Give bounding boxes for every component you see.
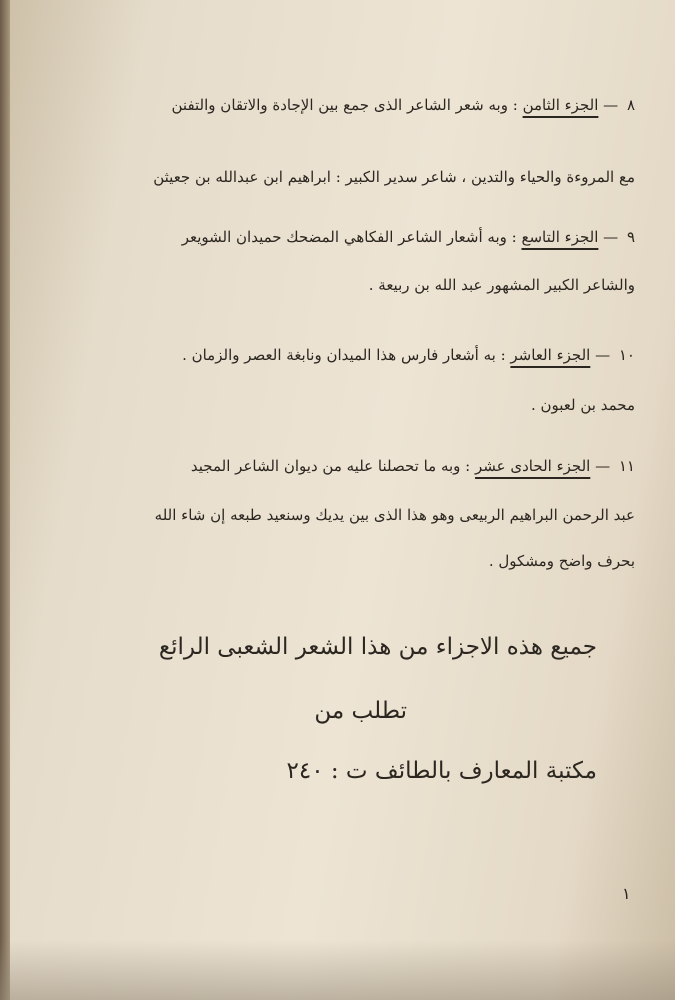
entry-10-line-2: محمد بن لعبون .: [530, 396, 635, 414]
entry-label: الجزء التاسع: [521, 228, 599, 246]
entry-10-line-1: ١٠ — الجزء العاشر : به أشعار فارس هذا الميدان ونابغة العصر والزمان .: [182, 346, 635, 364]
entry-11-line-2: عبد الرحمن البراهيم الربيعى وهو هذا الذى بين يديك وسنعيد طبعه إن شاء الله: [154, 506, 635, 524]
entry-number: ٩: [626, 228, 635, 246]
entry-11-line-3: بحرف واضح ومشكول .: [488, 552, 635, 570]
entry-text: : وبه أشعار الشاعر الفكاهي المضحك حميدان الشويعر: [181, 228, 517, 246]
entry-8-line-1: ٨ — الجزء الثامن : وبه شعر الشاعر الذى جمع بين الإجادة والاتقان والتفنن: [171, 96, 635, 114]
entry-label: الجزء العاشر: [510, 346, 591, 364]
footer-line-2: تطلب من: [314, 698, 407, 724]
page-number: ١: [622, 884, 631, 903]
entry-8-line-2: مع المروءة والحياء والتدين ، شاعر سدير الكبير : ابراهيم ابن عبدالله بن جعيثن: [153, 168, 635, 186]
entry-number: ١١: [618, 457, 635, 475]
entry-number: ١٠: [618, 346, 635, 364]
entry-text: : وبه شعر الشاعر الذى جمع بين الإجادة والاتقان والتفنن: [171, 96, 518, 114]
footer-line-1: جميع هذه الاجزاء من هذا الشعر الشعبى الرائع: [158, 634, 597, 660]
bottom-shadow: [0, 940, 675, 1000]
footer-line-3: مكتبة المعارف بالطائف ت : ٢٤٠: [286, 758, 597, 784]
entry-9-line-2: والشاعر الكبير المشهور عبد الله بن ربيعة .: [368, 276, 635, 294]
page-fold-shadow: [0, 0, 10, 1000]
entry-label: الجزء الحادى عشر: [475, 457, 591, 475]
entry-text: : وبه ما تحصلنا عليه من ديوان الشاعر المجيد: [190, 457, 471, 475]
entry-text: : به أشعار فارس هذا الميدان ونابغة العصر والزمان .: [182, 346, 506, 364]
entry-9-line-1: ٩ — الجزء التاسع : وبه أشعار الشاعر الفكاهي المضحك حميدان الشويعر: [181, 228, 635, 246]
entry-number: ٨: [626, 96, 635, 114]
entry-label: الجزء الثامن: [522, 96, 599, 114]
entry-11-line-1: ١١ — الجزء الحادى عشر : وبه ما تحصلنا عليه من ديوان الشاعر المجيد: [190, 457, 635, 475]
